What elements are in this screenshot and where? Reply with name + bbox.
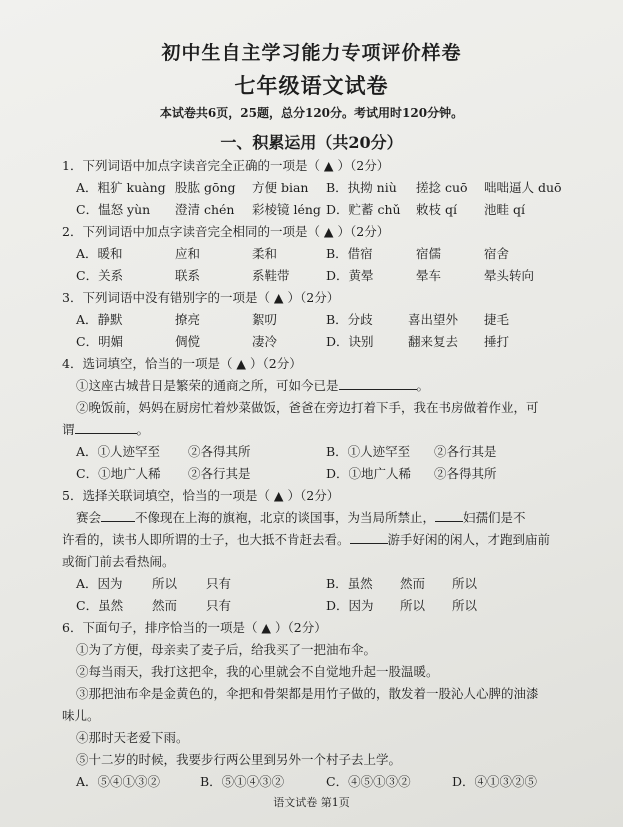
- q5-passage-4: 许看的，读书人即所谓的士子，也大抵不肯赶去看。: [62, 532, 350, 547]
- question-2-stem: 2．下列词语中加点字读音完全相同的一项是（ ▲ ）（2分）: [62, 224, 390, 239]
- q4-option-a-2: ②各得其所: [188, 444, 251, 459]
- q2-option-a-3: 柔和: [252, 246, 278, 261]
- q2-option-d-3: 晕头转向: [484, 268, 535, 283]
- q1-option-b-3: 咄咄逼人 duō: [484, 180, 562, 195]
- q5-passage-line-3: 或衙门前去看热闹。: [62, 554, 175, 569]
- q5-blank-1: [101, 509, 135, 522]
- q4-option-b-2: ②各行其是: [434, 444, 497, 459]
- q5-passage-line-2: [62, 530, 550, 548]
- q5-option-b-2: 然而: [400, 576, 426, 591]
- q6-sentence-3-cont: 味儿。: [62, 708, 100, 723]
- q2-option-c-2: 联系: [175, 268, 201, 283]
- q5-option-c-2: 然而: [152, 598, 178, 613]
- q4-sentence-2-cont-text: 谓: [62, 422, 75, 437]
- q4-blank-1: [339, 377, 417, 390]
- q1-option-c-1: C．愠怒 yùn: [76, 202, 151, 217]
- exam-title: 七年级语文试卷: [234, 73, 389, 98]
- q5-option-d-2: 所以: [400, 598, 426, 613]
- q2-option-d-2: 晕车: [416, 268, 442, 283]
- q1-option-d-3: 池畦 qí: [484, 202, 525, 217]
- q3-option-a-1: A．静默: [76, 312, 123, 327]
- q3-option-a-2: 撩亮: [175, 312, 201, 327]
- q4-option-a-1: A．①人迹罕至: [76, 444, 161, 459]
- exam-series-title: 初中生自主学习能力专项评价样卷: [161, 42, 462, 64]
- q2-option-a-2: 应和: [175, 246, 201, 261]
- q1-option-a-3: 方便 bian: [252, 180, 309, 195]
- q1-option-d-2: 敕枝 qí: [416, 202, 457, 217]
- q5-passage-1: 赛会: [76, 510, 102, 525]
- question-6-stem: 6．下面句子，排序恰当的一项是（ ▲ ）（2分）: [62, 620, 327, 635]
- exam-info: 本试卷共6页，25题，总分120分。考试用时120分钟。: [159, 106, 464, 120]
- q5-option-d-3: 所以: [452, 598, 478, 613]
- q2-option-b-1: B．借宿: [326, 246, 373, 261]
- q5-option-b-3: 所以: [452, 576, 478, 591]
- q5-option-c-1: C．虽然: [76, 598, 124, 613]
- q4-blank-2: [75, 421, 137, 434]
- q5-passage-line-1: [76, 508, 526, 526]
- q4-option-b-1: B．①人迹罕至: [326, 444, 411, 459]
- q1-option-d-1: D．贮蓄 chǔ: [326, 202, 401, 217]
- q6-sentence-2: ②每当雨天，我打这把伞，我的心里就会不自觉地升起一股温暖。: [76, 664, 439, 679]
- q5-option-a-2: 所以: [152, 576, 178, 591]
- question-1-stem: 1．下列词语中加点字读音完全正确的一项是（ ▲ ）（2分）: [62, 158, 390, 173]
- q3-option-b-1: B．分歧: [326, 312, 373, 327]
- q3-option-d-3: 捶打: [484, 334, 510, 349]
- q5-passage-2: 不像现在上海的旗袍，北京的谈国事，为当局所禁止，: [135, 510, 436, 525]
- q2-option-b-3: 宿舍: [484, 246, 510, 261]
- q6-option-d: D．④①③②⑤: [452, 774, 538, 789]
- q3-option-a-3: 絮叨: [252, 312, 278, 327]
- section-heading: 一、积累运用（共20分）: [220, 133, 403, 152]
- q4-sentence-1-text: ①这座古城昔日是繁荣的通商之所，可如今已是: [76, 378, 339, 393]
- q3-option-b-2: 喜出望外: [408, 312, 459, 327]
- q1-option-c-2: 澄清 chén: [175, 202, 235, 217]
- q1-option-a-2: 股肱 gōng: [175, 180, 236, 195]
- q6-sentence-1: ①为了方便，母亲卖了麦子后，给我买了一把油布伞。: [76, 642, 377, 657]
- q2-option-a-1: A．暖和: [76, 246, 123, 261]
- q5-option-b-1: B．虽然: [326, 576, 373, 591]
- q4-option-c-1: C．①地广人稀: [76, 466, 161, 481]
- q4-option-c-2: ②各行其是: [188, 466, 251, 481]
- q3-option-c-1: C．明媚: [76, 334, 124, 349]
- q3-option-d-1: D．诀别: [326, 334, 374, 349]
- q3-option-b-3: 捷毛: [484, 312, 510, 327]
- q2-option-d-1: D．黄晕: [326, 268, 374, 283]
- q1-option-c-3: 彩棱镜 léng: [252, 202, 321, 217]
- q6-option-c: C．④⑤①③②: [326, 774, 411, 789]
- q5-option-a-3: 只有: [206, 576, 232, 591]
- q3-option-c-3: 凄冷: [252, 334, 278, 349]
- q4-sentence-2: ②晚饭前，妈妈在厨房忙着炒菜做饭，爸爸在旁边打着下手，我在书房做着作业，可: [76, 400, 539, 415]
- q5-blank-2: [435, 509, 463, 522]
- q6-sentence-3: ③那把油布伞是金黄色的，伞把和骨架都是用竹子做的，散发着一股沁人心脾的油漆: [76, 686, 539, 701]
- q4-option-d-1: D．①地广人稀: [326, 466, 412, 481]
- question-5-stem: 5．选择关联词填空，恰当的一项是（ ▲ ）（2分）: [62, 488, 340, 503]
- question-4-stem: 4．选词填空，恰当的一项是（ ▲ ）（2分）: [62, 356, 302, 371]
- q5-option-c-3: 只有: [206, 598, 232, 613]
- q2-option-c-3: 系鞋带: [252, 268, 290, 283]
- question-3-stem: 3．下列词语中没有错别字的一项是（ ▲ ）（2分）: [62, 290, 340, 305]
- q4-option-d-2: ②各得其所: [434, 466, 497, 481]
- q5-option-a-1: A．因为: [76, 576, 123, 591]
- q4-sentence-2-cont: 谓 。: [62, 422, 150, 437]
- q2-option-c-1: C．关系: [76, 268, 124, 283]
- q4-sentence-1: ①这座古城昔日是繁荣的通商之所，可如今已是 。: [76, 378, 430, 393]
- q5-option-d-1: D．因为: [326, 598, 374, 613]
- q3-option-d-2: 翻来复去: [408, 334, 459, 349]
- q5-passage-5: 游手好闲的闲人，才跑到庙前: [387, 532, 551, 547]
- q6-sentence-5: ⑤十二岁的时候，我要步行两公里到另外一个村子去上学。: [76, 752, 402, 767]
- q1-option-b-1: B．执拗 niù: [326, 180, 397, 195]
- q1-option-a-1: A．粗犷 kuàng: [76, 180, 166, 195]
- q1-option-b-2: 搓捻 cuō: [416, 180, 468, 195]
- q3-option-c-2: 倜傥: [175, 334, 201, 349]
- q6-option-a: A．⑤④①③②: [76, 774, 161, 789]
- q6-option-b: B．⑤①④③②: [200, 774, 285, 789]
- q5-passage-3: 妇孺们是不: [463, 510, 526, 525]
- q5-blank-3: [350, 531, 388, 544]
- q6-sentence-4: ④那时天老爱下雨。: [76, 730, 189, 745]
- q2-option-b-2: 宿儒: [416, 246, 442, 261]
- page-footer: 语文试卷 第1页: [273, 796, 350, 809]
